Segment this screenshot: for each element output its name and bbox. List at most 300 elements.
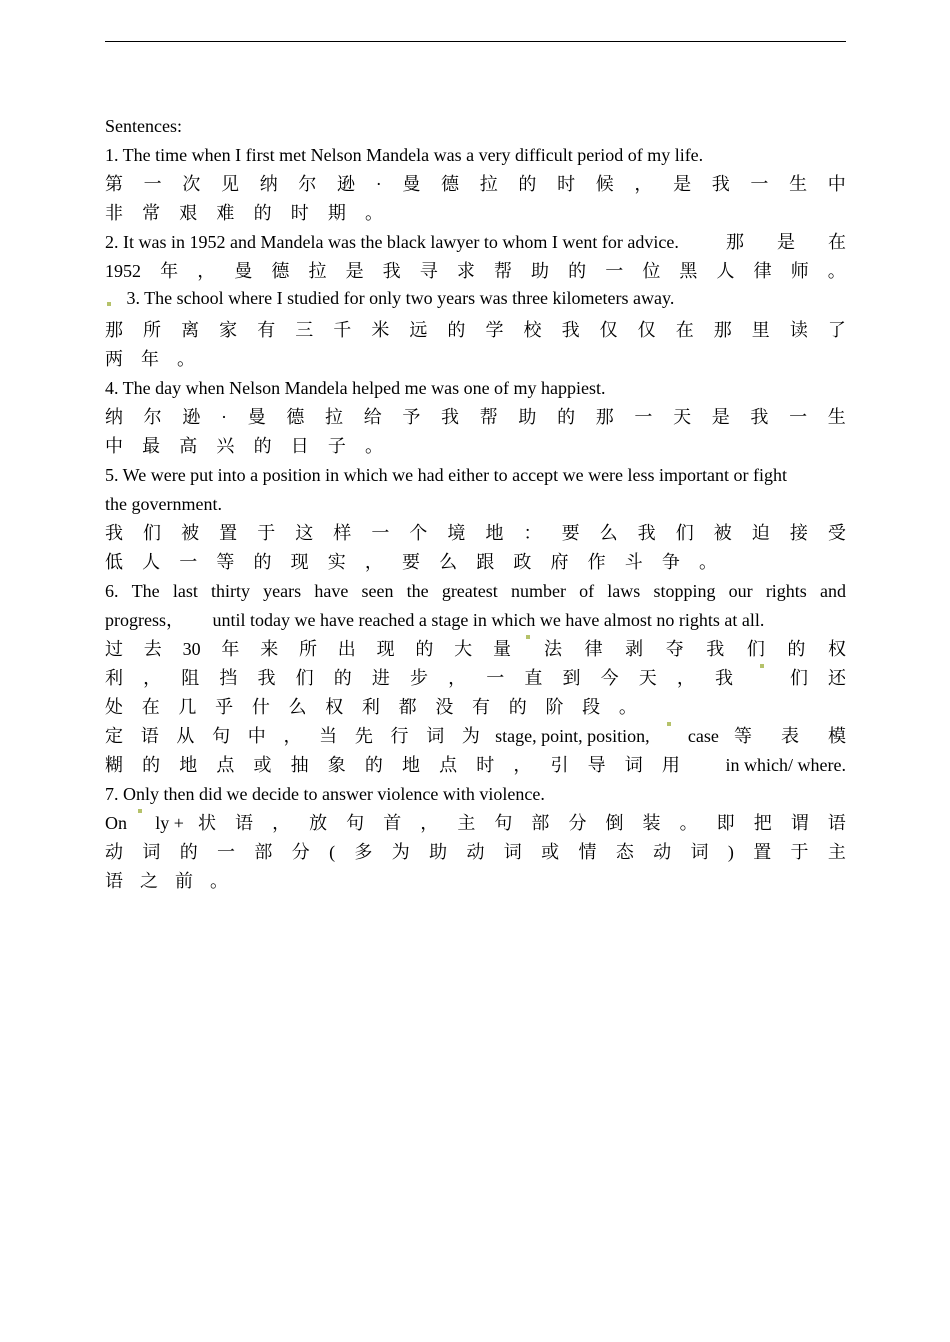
glyph: ， [676, 668, 695, 688]
highlight-mark [760, 664, 764, 668]
grammar-note-1-english-b: case [687, 726, 719, 746]
word: 6. [105, 581, 119, 601]
glyph: 利 [361, 697, 380, 717]
glyph: 首 [383, 813, 402, 833]
glyph: 接 [789, 523, 808, 543]
glyph: 次 [182, 174, 201, 194]
sentence-4-chinese-line-1 [105, 403, 846, 432]
highlight-mark [138, 809, 142, 813]
grammar-note-1-english-c: in which/ where. [725, 755, 846, 775]
glyph: 到 [562, 668, 581, 688]
glyph: 师 [790, 261, 809, 281]
glyph: 帮 [479, 407, 498, 427]
word: of [579, 581, 595, 601]
glyph: 年 [141, 349, 159, 369]
glyph: · [221, 407, 228, 427]
glyph: 人 [142, 552, 161, 572]
glyph: 德 [286, 407, 305, 427]
glyph: 语 [235, 813, 254, 833]
glyph: 。 [210, 871, 228, 891]
glyph: 还 [828, 668, 846, 688]
glyph: 是 [711, 407, 730, 427]
glyph: 法 [544, 639, 562, 659]
glyph: 年 [221, 639, 240, 659]
grammar-note-2-only-b: ly + [155, 813, 184, 833]
glyph: 点 [439, 755, 458, 775]
word: seen [361, 581, 394, 601]
glyph: 人 [716, 261, 735, 281]
word: have [314, 581, 349, 601]
glyph: 动 [653, 842, 672, 862]
glyph: 难 [216, 203, 235, 223]
glyph: 逊 [337, 174, 356, 194]
glyph: 30 [182, 639, 201, 659]
glyph: 兴 [216, 436, 235, 456]
glyph: 寻 [419, 261, 438, 281]
glyph: 于 [257, 523, 276, 543]
glyph: 。 [827, 261, 846, 281]
glyph: 剥 [625, 639, 644, 659]
grammar-note-2-line-1 [105, 809, 846, 838]
sentence-1-chinese-line-1 [105, 170, 846, 199]
glyph: 们 [790, 668, 808, 688]
glyph: 逊 [182, 407, 201, 427]
glyph: 的 [508, 697, 527, 717]
glyph: 最 [142, 436, 161, 456]
glyph: 点 [216, 755, 235, 775]
glyph: 糊 [105, 755, 123, 775]
glyph: 一 [143, 174, 162, 194]
word: The [131, 581, 160, 601]
glyph: 曼 [402, 174, 421, 194]
glyph: 是 [345, 261, 364, 281]
highlight-mark [526, 635, 530, 639]
glyph: 候 [595, 174, 614, 194]
glyph: 一 [634, 407, 653, 427]
glyph: 德 [441, 174, 460, 194]
glyph: 境 [447, 523, 466, 543]
glyph: 象 [327, 755, 346, 775]
glyph: ， [420, 813, 439, 833]
glyph: 曼 [247, 407, 266, 427]
glyph: 语 [827, 813, 846, 833]
word: last [172, 581, 198, 601]
glyph: 或 [253, 755, 272, 775]
glyph: 的 [568, 261, 587, 281]
glyph: ， [448, 668, 467, 688]
glyph: 前 [175, 871, 193, 891]
glyph: 放 [309, 813, 328, 833]
glyph: 非 [105, 203, 123, 223]
glyph: 拉 [325, 407, 344, 427]
glyph: 句 [212, 726, 231, 746]
glyph: 词 [503, 842, 522, 862]
glyph: 地 [485, 523, 504, 543]
glyph: 为 [391, 842, 410, 862]
sentence-4-chinese-line-2 [105, 432, 383, 461]
glyph: 我 [257, 668, 276, 688]
glyph: 大 [454, 639, 473, 659]
glyph: 我 [637, 523, 656, 543]
glyph: 词 [142, 842, 161, 862]
glyph: 被 [713, 523, 732, 543]
glyph: 们 [746, 639, 765, 659]
glyph: 位 [642, 261, 661, 281]
glyph: 斗 [624, 552, 643, 572]
glyph: 仅 [637, 320, 656, 340]
glyph: 句 [494, 813, 513, 833]
glyph: 们 [295, 668, 314, 688]
glyph: 等 [733, 726, 752, 746]
glyph: 之 [140, 871, 158, 891]
glyph: 分 [291, 842, 310, 862]
grammar-note-2-line-2 [105, 838, 846, 867]
glyph: 两 [105, 349, 123, 369]
glyph: 的 [415, 639, 434, 659]
glyph: 时 [290, 203, 309, 223]
glyph: 那 [595, 407, 614, 427]
glyph: 一 [179, 552, 198, 572]
glyph: 直 [524, 668, 543, 688]
glyph: 有 [472, 697, 491, 717]
word: thirty [211, 581, 250, 601]
glyph: 天 [673, 407, 692, 427]
glyph: 模 [827, 726, 846, 746]
glyph: 。 [699, 552, 717, 572]
glyph: 词 [690, 842, 709, 862]
glyph: 分 [568, 813, 587, 833]
glyph: 那 [713, 320, 732, 340]
glyph: 部 [531, 813, 550, 833]
glyph: 我 [382, 261, 401, 281]
glyph: 当 [319, 726, 338, 746]
glyph: 个 [409, 523, 428, 543]
glyph: 权 [325, 697, 344, 717]
glyph: 的 [142, 755, 161, 775]
glyph: 于 [790, 842, 809, 862]
glyph: 没 [435, 697, 454, 717]
glyph: 尔 [143, 407, 162, 427]
glyph: 引 [550, 755, 569, 775]
glyph: 行 [390, 726, 409, 746]
glyph: 谓 [790, 813, 809, 833]
word: greatest [441, 581, 498, 601]
glyph: 今 [600, 668, 619, 688]
glyph: 我 [750, 407, 769, 427]
glyph: 所 [143, 320, 162, 340]
word: laws [607, 581, 641, 601]
glyph: 的 [253, 203, 272, 223]
glyph: 政 [513, 552, 532, 572]
glyph: 一 [750, 174, 769, 194]
glyph: 的 [253, 436, 272, 456]
sentence-3-english-line [105, 284, 846, 313]
glyph: 那 [726, 232, 744, 252]
glyph: 助 [429, 842, 448, 862]
sentence-7-english: 7. Only then did we decide to answer violence with violence. [105, 784, 545, 804]
glyph: 置 [219, 523, 238, 543]
word: our [728, 581, 753, 601]
glyph: 律 [753, 261, 772, 281]
glyph: 。 [618, 697, 637, 717]
glyph: 定 [105, 726, 123, 746]
glyph: 一 [486, 668, 505, 688]
sentence-5-english-line-1: 5. We were put into a position in which we had either to accept we were less important or fight [105, 465, 788, 485]
glyph: 常 [142, 203, 161, 223]
glyph: 所 [298, 639, 317, 659]
glyph: ， [197, 261, 216, 281]
glyph: 动 [105, 842, 123, 862]
glyph: 予 [402, 407, 421, 427]
grammar-note-1-line-2 [105, 751, 846, 780]
section-heading: Sentences: [105, 116, 182, 136]
grammar-note-1-chinese-b [734, 722, 846, 751]
grammar-note-1-english-a: stage, point, position, [495, 726, 650, 746]
glyph: 读 [789, 320, 808, 340]
glyph: 。 [679, 813, 698, 833]
glyph: 。 [177, 349, 195, 369]
glyph: 米 [371, 320, 390, 340]
glyph: 要 [561, 523, 580, 543]
glyph: 。 [364, 203, 383, 223]
glyph: 处 [105, 697, 123, 717]
glyph: 从 [176, 726, 195, 746]
glyph: 部 [254, 842, 273, 862]
sentence-5-chinese-line-1 [105, 519, 846, 548]
grammar-note-2-line-3 [105, 867, 228, 896]
grammar-note-1-chinese-c [105, 751, 680, 780]
glyph: 拉 [479, 174, 498, 194]
glyph: ， [283, 726, 302, 746]
glyph: 纳 [259, 174, 278, 194]
glyph: 词 [426, 726, 445, 746]
glyph: 第 [105, 174, 123, 194]
sentence-5-english-line-2: the government. [105, 494, 222, 514]
glyph: 府 [550, 552, 569, 572]
glyph: 阻 [181, 668, 200, 688]
glyph: 纳 [105, 407, 123, 427]
glyph: ( [329, 842, 336, 862]
glyph: 的 [333, 668, 352, 688]
word: and [820, 581, 846, 601]
glyph: 句 [346, 813, 365, 833]
glyph: 低 [105, 552, 123, 572]
glyph: ， [513, 755, 532, 775]
glyph: 的 [557, 407, 576, 427]
glyph: 么 [288, 697, 307, 717]
glyph: 的 [179, 842, 198, 862]
glyph: 学 [485, 320, 504, 340]
glyph: 千 [333, 320, 352, 340]
glyph: 利 [105, 668, 123, 688]
glyph: 一 [789, 407, 808, 427]
glyph: 德 [271, 261, 290, 281]
glyph: 中 [105, 436, 123, 456]
glyph: 日 [290, 436, 309, 456]
glyph: 三 [295, 320, 314, 340]
glyph: 校 [523, 320, 542, 340]
glyph: 我 [561, 320, 580, 340]
glyph: 段 [582, 697, 601, 717]
glyph: 么 [599, 523, 618, 543]
glyph: 多 [354, 842, 373, 862]
sentence-1-chinese-line-2 [105, 199, 383, 228]
word: years [263, 581, 302, 601]
glyph: 生 [789, 174, 808, 194]
glyph: 求 [456, 261, 475, 281]
glyph: 的 [364, 755, 383, 775]
glyph: 我 [711, 174, 730, 194]
glyph: 把 [753, 813, 772, 833]
glyph: 中 [247, 726, 266, 746]
sentence-6-english-progress: progress， [105, 610, 184, 630]
grammar-note-2-only-a: On [105, 813, 127, 833]
grammar-note-1-line-1 [105, 722, 846, 751]
glyph: 量 [492, 639, 511, 659]
glyph: 是 [777, 232, 795, 252]
glyph: 为 [461, 726, 480, 746]
word: rights [765, 581, 807, 601]
glyph: 那 [105, 320, 123, 340]
glyph: ， [634, 174, 653, 194]
glyph: ， [364, 552, 383, 572]
sentence-2-chinese-lead [726, 228, 846, 257]
glyph: ) [727, 842, 734, 862]
glyph: 子 [327, 436, 346, 456]
sentence-3-english: 3. The school where I studied for only two years was three kilometers away. [126, 288, 675, 308]
glyph: 现 [376, 639, 395, 659]
glyph: 了 [827, 320, 846, 340]
highlight-mark [667, 722, 671, 726]
word: the [406, 581, 429, 601]
glyph: 主 [457, 813, 476, 833]
sentence-6-chinese-line-2 [105, 664, 846, 693]
glyph: 是 [673, 174, 692, 194]
glyph: 主 [827, 842, 846, 862]
glyph: 一 [217, 842, 236, 862]
glyph: 我 [105, 523, 123, 543]
glyph: 的 [518, 174, 537, 194]
sentence-2-english: 2. It was in 1952 and Mandela was the black lawyer to whom I went for advice. [105, 232, 679, 252]
glyph: 几 [178, 697, 197, 717]
glyph: 艰 [179, 203, 198, 223]
glyph: 我 [706, 639, 725, 659]
sentence-6-chinese-line-1 [105, 635, 846, 664]
glyph: 来 [260, 639, 279, 659]
glyph: ， [272, 813, 291, 833]
glyph: 的 [787, 639, 806, 659]
glyph: 见 [221, 174, 240, 194]
glyph: 夺 [665, 639, 684, 659]
glyph: 词 [624, 755, 643, 775]
glyph: 地 [179, 755, 198, 775]
glyph: 期 [327, 203, 346, 223]
glyph: 语 [140, 726, 159, 746]
glyph: 1952 [105, 261, 141, 281]
grammar-note-1-chinese-a [105, 722, 480, 751]
glyph: 地 [402, 755, 420, 775]
glyph: 等 [216, 552, 235, 572]
word: number [510, 581, 566, 601]
glyph: 都 [398, 697, 417, 717]
document-body [105, 112, 846, 896]
glyph: 时 [557, 174, 576, 194]
sentence-6-english-line-2 [105, 606, 846, 635]
sentence-2-line-1 [105, 228, 846, 257]
glyph: 时 [476, 755, 495, 775]
grammar-note-2-chinese-a [198, 809, 846, 838]
glyph: 态 [615, 842, 634, 862]
glyph: 。 [364, 436, 383, 456]
glyph: · [375, 174, 382, 194]
glyph: 黑 [679, 261, 698, 281]
glyph: 家 [219, 320, 238, 340]
glyph: 实 [327, 552, 346, 572]
glyph: 年 [160, 261, 179, 281]
sentence-6-chinese-part-d [790, 664, 846, 693]
glyph: 装 [642, 813, 661, 833]
glyph: 要 [402, 552, 420, 572]
glyph: 助 [518, 407, 537, 427]
glyph: 给 [363, 407, 382, 427]
glyph: 乎 [215, 697, 234, 717]
sentence-3-chinese-line-2 [105, 345, 195, 374]
sentence-6-chinese-line-3 [105, 693, 637, 722]
glyph: 权 [827, 639, 846, 659]
glyph: 作 [587, 552, 606, 572]
glyph: 这 [295, 523, 314, 543]
word: stopping [653, 581, 716, 601]
glyph: 我 [441, 407, 460, 427]
glyph: 一 [605, 261, 624, 281]
glyph: 离 [181, 320, 200, 340]
sentence-6-english-until: until today we have reached a stage in which we have almost no rights at all. [212, 610, 765, 630]
glyph: 跟 [476, 552, 495, 572]
glyph: 在 [675, 320, 694, 340]
glyph: 们 [675, 523, 694, 543]
sentence-4-english: 4. The day when Nelson Mandela helped me was one of my happiest. [105, 378, 606, 398]
glyph: 在 [828, 232, 846, 252]
glyph: 律 [584, 639, 603, 659]
glyph: 导 [587, 755, 606, 775]
glyph: 什 [251, 697, 270, 717]
glyph: 一 [371, 523, 390, 543]
glyph: 天 [638, 668, 657, 688]
glyph: 进 [371, 668, 390, 688]
glyph: 去 [143, 639, 162, 659]
glyph: 过 [105, 639, 123, 659]
sentence-6-chinese-part-b [544, 635, 846, 664]
glyph: 里 [751, 320, 770, 340]
glyph: ： [523, 523, 542, 543]
glyph: 情 [578, 842, 597, 862]
sentence-2-chinese-line-2 [105, 257, 846, 286]
glyph: 帮 [493, 261, 512, 281]
sentence-3-chinese-line-1 [105, 316, 846, 345]
header-rule [105, 41, 846, 42]
glyph: 抽 [290, 755, 309, 775]
glyph: 语 [105, 871, 123, 891]
glyph: 在 [141, 697, 160, 717]
glyph: 仅 [599, 320, 618, 340]
glyph: 受 [827, 523, 846, 543]
sentence-5-chinese-line-2 [105, 548, 717, 577]
glyph: 的 [253, 552, 272, 572]
glyph: 现 [290, 552, 309, 572]
sentence-1-english: 1. The time when I first met Nelson Mandela was a very difficult period of my life. [105, 145, 704, 165]
glyph: 们 [143, 523, 162, 543]
glyph: 被 [181, 523, 200, 543]
